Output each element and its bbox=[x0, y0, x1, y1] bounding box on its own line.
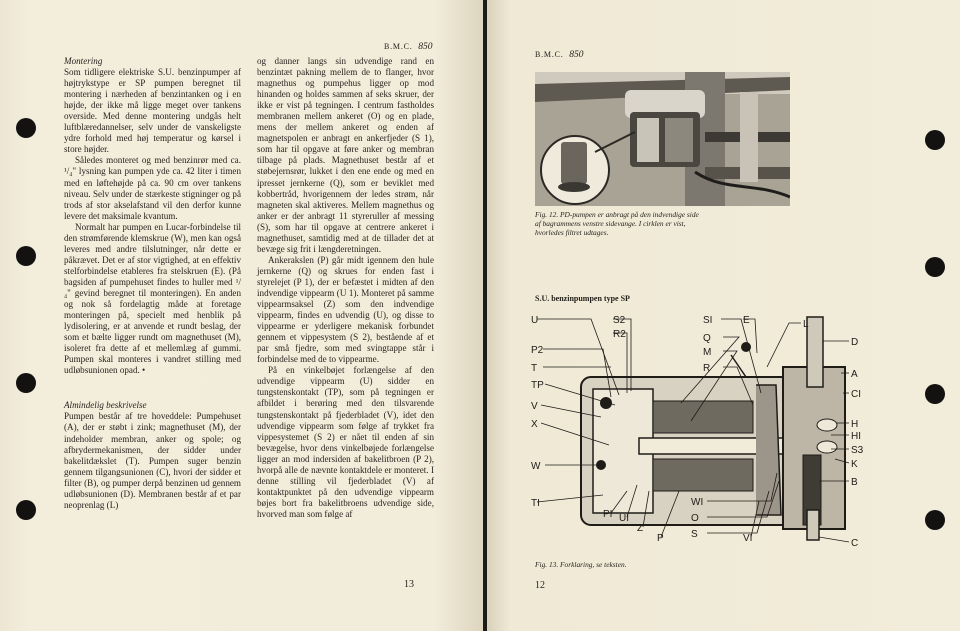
label-H1: HI bbox=[851, 431, 861, 442]
section-heading-almindelig: Almindelig beskrivelse bbox=[64, 400, 147, 411]
label-T1: TI bbox=[531, 498, 540, 509]
label-M: M bbox=[703, 347, 712, 358]
terminal-screw bbox=[600, 397, 612, 409]
valve bbox=[817, 419, 837, 431]
binder-hole bbox=[925, 257, 945, 277]
label-L: L bbox=[803, 319, 809, 330]
right-page bbox=[487, 0, 960, 631]
fuel-pump-photo-image bbox=[535, 72, 790, 206]
rocker-pivot bbox=[596, 460, 606, 470]
label-Z: Z bbox=[637, 523, 644, 534]
label-A: A bbox=[851, 369, 858, 380]
label-D: D bbox=[851, 337, 859, 348]
label-TP: TP bbox=[531, 380, 544, 391]
paragraph: Normalt har pumpen en Lucar-forbindelse til den strømførende klemskrue (W), men kan også leveres med andre tilslutninger, når dette er påkrævet. Det er af stor vigtighed, at en effektiv stelforbindelse etableres fra stelskruen (E). (På bagsiden af pumpehuset findes to huller med ¹/₄" gevind beregnet til monteringen). En anden og nok så fordelagtig måde at foretage monteringen på, specielt med henblik på lydisolering, er at anvende et rundt beslag, der som et bælte ligger rundt om magnethuset (M), isoleret fra dette af et mellemlæg af gummi. Pumpen skal monteres i vandret stilling med udløbsunionen opad. • bbox=[64, 221, 241, 376]
label-W: W bbox=[531, 461, 541, 472]
paragraph: Som tidligere elektriske S.U. benzinpumper af højtrykstype er SP pumpen beregnet til montering i nærheden af benzintanken og i en højde, der ikke må ligge meget over tankens overside. Med denne montering undgås helt luftblæredannelser, selv under de vanskeligste ydre forhold med høj temperatur og kørsel i store højder. bbox=[64, 67, 241, 155]
fig12-photo bbox=[535, 72, 790, 206]
paragraph: På en vinkelbøjet forlængelse af den udvendige vippearm (U) sidder en tungstenskontakt (TP), som på tegningen er afbildet i berøring med den tilsvarende tungstenskontakt på fjederbladet (V), idet den udvendige vippearm som følge af trykket fra vippesystemet (S 2) er nået til enden af sin bevægelse, hvor dens vinkelbøjede forlængelse ligger an mod indersiden af bakelitbroen (P 2), hvorpå alle de nævnte kontaktdele er monteret. I denne stilling vil fjederbladet (V) af kontaktpunktet på den udvendige vippearm bøjes bort fra bakelitbroens udvendige side, hvorved man som følge af bbox=[257, 365, 434, 519]
binder-hole bbox=[925, 510, 945, 530]
fuel-pump-cross-section-diagram bbox=[531, 305, 921, 560]
binder-hole bbox=[925, 130, 945, 150]
label-P: P bbox=[657, 533, 664, 544]
label-P2: P2 bbox=[531, 345, 544, 356]
label-H: H bbox=[851, 419, 859, 430]
label-O: O bbox=[691, 513, 699, 524]
diagram-title: S.U. benzinpumpen type SP bbox=[535, 294, 630, 303]
label-S: S bbox=[691, 529, 698, 540]
label-X: X bbox=[531, 419, 538, 430]
label-R: R bbox=[703, 363, 711, 374]
label-S1: SI bbox=[703, 315, 713, 326]
running-head: B.M.C. 850 bbox=[384, 42, 433, 52]
coil-lower bbox=[653, 459, 753, 491]
running-head: B.M.C. 850 bbox=[535, 50, 584, 60]
fig13-caption: Fig. 13. Forklaring, se teksten. bbox=[535, 560, 627, 569]
label-T: T bbox=[531, 363, 538, 374]
paragraph: Ankerakslen (P) går midt igennem den hule jernkerne (Q) og skrues for enden fast i styrelejet (P 1), der er befæstet i midten af den indvendige vippearm (U 1). Monteret på samme vippearmsaksel (Z) som den indvendige vippearm, findes en udvendig (U), og disse to vippearme er yderligere mekanisk forbundet gennem et vippesystem (S 2), bestående af et par små fjedre, som med svingtappe står i forbindelse med de to vippearme. bbox=[257, 254, 434, 365]
label-W1: WI bbox=[691, 497, 704, 508]
label-K: K bbox=[851, 459, 858, 470]
coil-upper bbox=[653, 401, 753, 433]
label-V: V bbox=[531, 401, 538, 412]
label-Q: Q bbox=[703, 333, 711, 344]
label-S2: S2 bbox=[613, 315, 626, 326]
label-U1: UI bbox=[619, 513, 629, 524]
section-heading-montering: Montering bbox=[64, 56, 103, 66]
label-R2: R2 bbox=[613, 329, 626, 340]
text-column-2 bbox=[257, 56, 434, 520]
label-S3: S3 bbox=[851, 445, 864, 456]
text-column-1 bbox=[64, 56, 241, 511]
binder-hole bbox=[16, 246, 36, 266]
label-U: U bbox=[531, 315, 539, 326]
page-number: 13 bbox=[404, 579, 414, 590]
paragraph: Pumpen består af tre hoveddele: Pumpehuset (A), der er støbt i zink; magnethuset (M), der indeholder membran, anker og spole; og afbrydermekanismen, der sidder under bakelitdækslet (T). Pumpen suger benzin gennem tilgangsunionen (C), hvori der sidder et filter (B), og pumper derpå benzinen ud gennem udløbsunionen (D). Membranen består af et par neoprenlag (L) bbox=[64, 411, 241, 510]
fig12-caption: Fig. 12. PD-pumpen er anbragt på den indvendige side af bagrammens venstre sidevange. I cirklen er vist, hvorledes filtret udtages. bbox=[535, 210, 699, 238]
label-B: B bbox=[851, 477, 858, 488]
label-C1: CI bbox=[851, 389, 861, 400]
label-C: C bbox=[851, 538, 859, 549]
page-number: 12 bbox=[535, 580, 545, 591]
label-P1: PI bbox=[603, 509, 613, 520]
armature bbox=[756, 385, 781, 515]
inlet-union bbox=[807, 510, 819, 540]
binder-hole bbox=[16, 500, 36, 520]
paragraph: og danner langs sin udvendige rand en benzintæt pakning mellem de to flanger, hvor magnethus og pumpehus ligger op mod hinanden og holdes sammen af seks skruer, der ikke er vist på tegningen. I centrum fastholdes membranen mellem ankeret (O) og en plade, mens der mellem ankeret og enden af magnetspolen er anbragt en ankerfjeder (S 1), som har til opgave at føre anker og membran tilbage på plads. Magnethuset består af et støbejernsrør, lukket i den ene ende og med en ipresset jernkerne (Q), som er beviklet med kobbertråd, hvorigennem der ledes strøm, når magneten skal aktiveres. Mellem magnethus og anker er der anbragt 11 styreruller af messing (S), som har til opgave at centrere ankeret i magnethuset, samtidig med at de tillader det at bevæge sig frit i længderetningen. bbox=[257, 56, 434, 254]
binder-hole bbox=[16, 373, 36, 393]
binder-hole bbox=[925, 384, 945, 404]
valve bbox=[817, 441, 837, 453]
paragraph: Således monteret og med benzinrør med ca. ¹/₄" lysning kan pumpen yde ca. 42 liter i timen med en løftehøjde på ca. 90 cm over tankens niveau. Selv under de stærkeste stigninger og på trods af stor akselafstand vil den derfor kunne levere det maksimale kvantum. bbox=[64, 155, 241, 221]
label-V1: VI bbox=[743, 533, 753, 544]
outlet-union bbox=[807, 317, 823, 387]
binder-hole bbox=[16, 118, 36, 138]
label-E: E bbox=[743, 315, 750, 326]
